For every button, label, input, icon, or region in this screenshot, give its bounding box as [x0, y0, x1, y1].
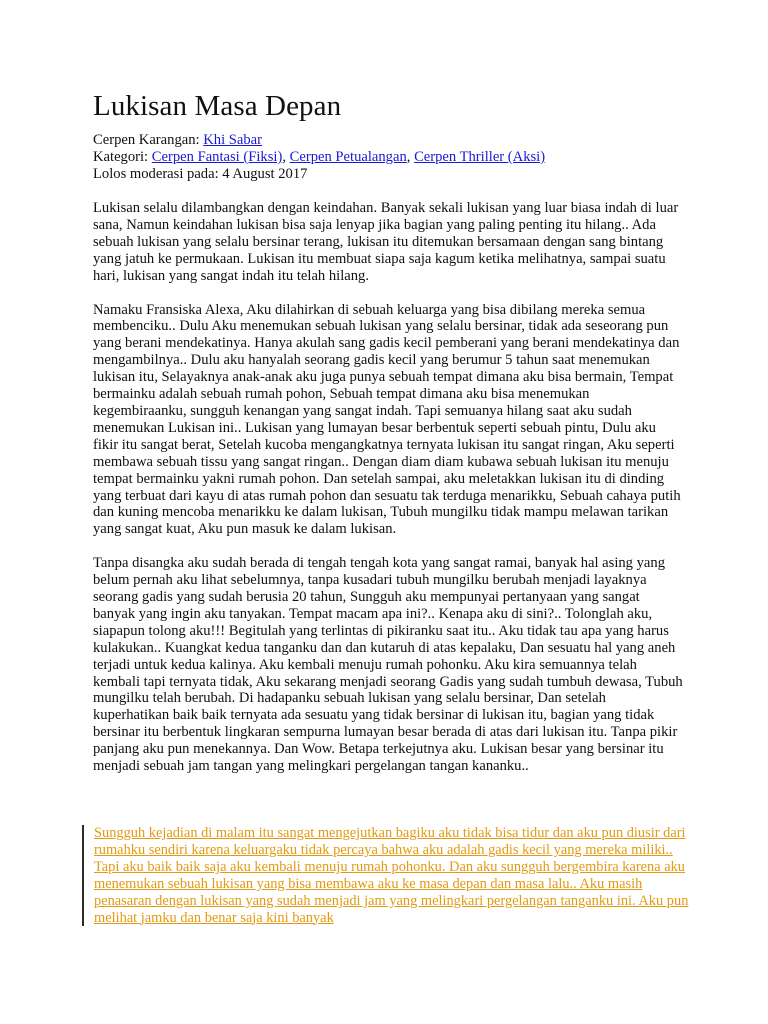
category-line	[93, 149, 683, 166]
story-paragraph: Namaku Fransiska Alexa, Aku dilahirkan di sebuah keluarga yang bisa dibilang mereka semua membenciku.. Dulu Aku menemukan sebuah lukisan yang selalu bersinar, tidak ada seseorang pun yang berani mendekatinya. Hanya akulah sang gadis kecil pemberani yang berani mendekatinya dan mengambilnya.. Dulu aku hanyalah seorang gadis kecil yang berumur 5 tahun saat menemukan lukisan itu, Selayaknya anak-anak aku juga punya sebuah tempat dimana aku bisa bermain, Tempat bermainku adalah sebuah rumah pohon, Sebuah tempat dimana aku bisa menemukan kegembiraanku, sungguh kenangan yang sangat indah. Tapi semuanya hilang saat aku sudah menemukan Lukisan ini.. Lukisan yang lumayan besar berbentuk seperti sebuah pintu, Dulu aku fikir itu sangat berat, Setelah kucoba mengangkatnya ternyata lukisan itu sangat ringan, Aku seperti membawa sebuah tissu yang sangat ringan.. Dengan diam diam kubawa sebuah lukisan itu menuju tempat bermainku yakni rumah pohon. Dan setelah sampai, aku meletakkan lukisan itu di dinding yang terbuat dari kayu di atas rumah pohon dan sesuatu tak terduga menarikku, Sebuah cahaya putih dan kuning mencoba menarikku ke dalam lukisan, Tubuh mungilku tidak mampu melawan tarikan yang sangat kuat, Aku pun masuk ke dalam lukisan.	[93, 301, 681, 538]
story-paragraph: Tanpa disangka aku sudah berada di tengah tengah kota yang sangat ramai, banyak hal asing yang belum pernah aku lihat sebelumnya, tanpa kusadari tubuh mungilku berubah menjadi layaknya seorang gadis yang sudah berusia 20 tahun, Sungguh aku mempunyai pertanyaan yang sangat banyak yang ingin aku tanyakan. Tempat macam apa ini?.. Kenapa aku di sini?.. Tolonglah aku, siapapun tolong aku!!! Begitulah yang terlintas di pikiranku saat itu.. Aku tidak tau apa yang harus kulakukan.. Kuangkat kedua tanganku dan dan kutaruh di atas kepalaku, Dan sesuatu hal yang aneh terjadi untuk kedua kalinya. Aku kembali menuju rumah pohonku. Aku kira semuannya telah kembali tapi ternyata tidak, Aku sekarang menjadi seorang Gadis yang sudah tumbuh dewasa, Tubuh mungilku telah berubah. Di hadapanku sebuah lukisan yang selalu bersinar, Dan setelah kuperhatikan baik baik ternyata ada sesuatu yang tidak bersinar di lukisan itu, bagian yang tidak bersinar itu berbentuk lingkaran sempurna lumayan besar berada di atas dari lukisan itu. Tanpa pikir panjang aku pun menekannya. Dan Wow. Betapa terkejutnya aku. Lukisan besar yang bersinar itu menjadi sebuah jam tangan yang melingkari pergelangan tangan kananku..	[93, 555, 683, 775]
highlighted-quote-link[interactable]	[82, 825, 694, 926]
author-line	[93, 132, 683, 149]
category-label: Kategori:	[93, 149, 149, 165]
highlighted-quote-text: Sungguh kejadian di malam itu sangat mengejutkan bagiku aku tidak bisa tidur dan aku pun diusir dari rumahku sendiri karena keluargaku tidak percaya bahwa aku adalah gadis kecil yang mereka miliki.. Tapi aku baik baik saja aku kembali menuju rumah pohonku. Dan aku sungguh bergembira karena aku menemukan sebuah lukisan yang bisa membawa aku ke masa depan dan masa lalu.. Aku masih penasaran dengan lukisan yang sudah menjadi jam yang melingkari pergelangan tanganku ini. Aku pun melihat jamku dan benar saja kini banyak	[94, 825, 689, 926]
story-body	[93, 200, 683, 775]
category-separator: ,	[406, 149, 411, 165]
category-link-fantasi[interactable]: Cerpen Fantasi (Fiksi)	[151, 149, 283, 165]
author-label: Cerpen Karangan:	[93, 132, 200, 148]
article-meta	[93, 132, 683, 183]
article-title: Lukisan Masa Depan	[93, 90, 342, 122]
category-separator: ,	[282, 149, 286, 165]
moderation-date: Lolos moderasi pada: 4 August 2017	[93, 166, 308, 182]
article	[93, 88, 683, 792]
story-paragraph: Lukisan selalu dilambangkan dengan keindahan. Banyak sekali lukisan yang luar biasa indah di luar sana, Namun keindahan lukisan bisa saja lenyap jika bagian yang paling penting itu hilang.. Ada sebuah lukisan yang selalu bersinar terang, lukisan itu ditemukan bersamaan dengan sang bintang yang jatuh ke permukaan. Lukisan itu membuat siapa saja kagum ketika melihatnya, sampai suatu hari, lukisan yang sangat indah itu telah hilang.	[93, 200, 679, 284]
category-link-petualangan[interactable]: Cerpen Petualangan	[289, 149, 407, 165]
author-link[interactable]: Khi Sabar	[203, 132, 263, 148]
category-link-thriller[interactable]: Cerpen Thriller (Aksi)	[414, 149, 546, 165]
